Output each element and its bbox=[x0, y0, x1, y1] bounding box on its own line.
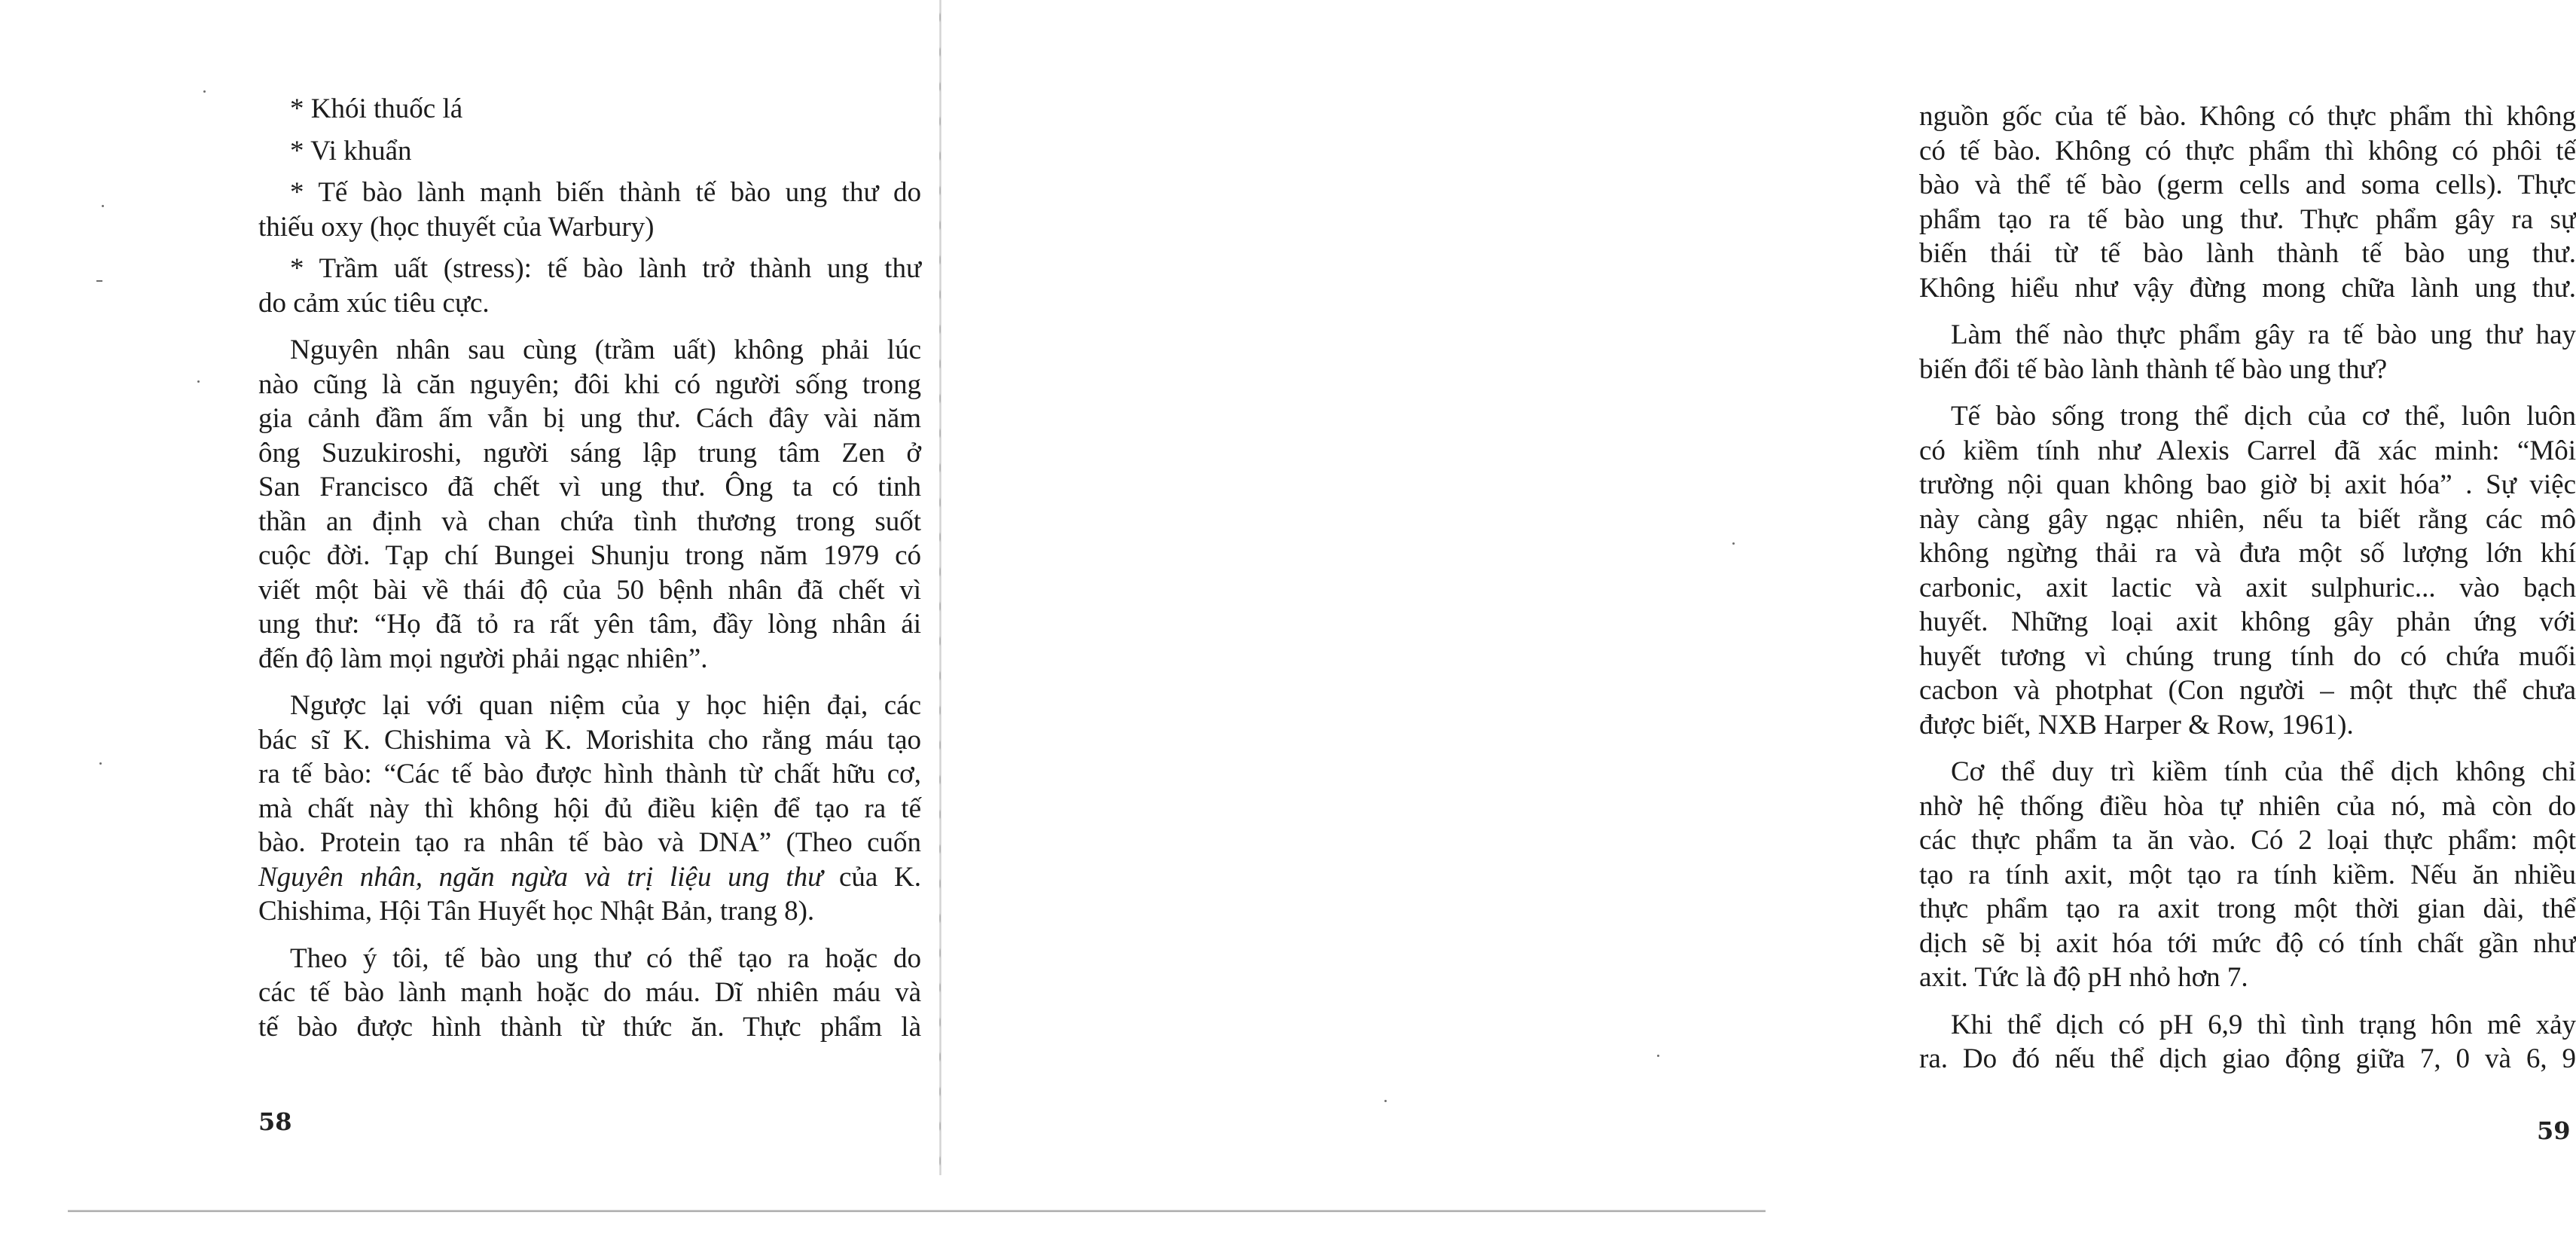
book-author-prefix: của K. bbox=[839, 861, 922, 893]
book-title: Nguyên nhân, ngăn ngừa và trị liệu ung thư bbox=[258, 861, 823, 893]
text-line: biến đổi tế bào lành thành tế bào ung thư? bbox=[1919, 353, 2388, 385]
bullet-item-stress: * Trầm uất (stress): tế bào lành trở thành ung thư bbox=[290, 253, 921, 284]
paragraph-first-line: Ngược lại với quan niệm của y học hiện đại, các bbox=[290, 690, 921, 721]
text-line: đến độ làm mọi người phải ngạc nhiên”. bbox=[258, 643, 708, 674]
text-line: biến thái từ tế bào lành thành tế bào ung thư. bbox=[1919, 238, 2576, 269]
text-line: ra. Do đó nếu thể dịch giao động giữa 7, 0 và 6, 9 bbox=[1919, 1043, 2576, 1074]
text-line: các tế bào lành mạnh hoặc do máu. Dĩ nhiên máu và bbox=[258, 977, 921, 1008]
text-line: huyết. Những loại axit không gây phản ứng với bbox=[1919, 606, 2576, 637]
scan-speck bbox=[197, 380, 200, 383]
bullet-item-smoke: * Khói thuốc lá bbox=[290, 93, 463, 124]
text-line: cacbon và photphat (Con người – một thực thể chưa bbox=[1919, 675, 2576, 706]
scan-speck bbox=[203, 90, 206, 93]
text-line: carbonic, axit lactic và axit sulphuric... vào bạch bbox=[1919, 572, 2576, 603]
text-line: viết một bài về thái độ của 50 bệnh nhân đã chết vì bbox=[258, 574, 921, 606]
text-line: Không hiểu như vậy đừng mong chữa lành ung thư. bbox=[1919, 272, 2576, 304]
scan-bottom-edge bbox=[68, 1210, 1766, 1212]
text-line: ra tế bào: “Các tế bào được hình thành từ chất hữu cơ, bbox=[258, 759, 921, 789]
right-page bbox=[942, 0, 2576, 1246]
scan-speck bbox=[1732, 542, 1735, 545]
text-line: thần an định và chan chứa tình thương trong suốt bbox=[258, 505, 921, 537]
text-line: nhờ hệ thống điều hòa tự nhiên của nó, mà còn do bbox=[1919, 790, 2576, 822]
text-line: bào và thể tế bào (germ cells and soma cells). Thực bbox=[1919, 169, 2576, 200]
text-line: tạo ra tính axit, một tạo ra tính kiềm. Nếu ăn nhiều bbox=[1919, 859, 2576, 890]
paragraph-first-line: Tế bào sống trong thể dịch của cơ thể, luôn luôn bbox=[1951, 401, 2576, 432]
text-line: nguồn gốc của tế bào. Không có thực phẩm thì không bbox=[1919, 101, 2576, 132]
scan-speck bbox=[1384, 1100, 1387, 1102]
page-number-right: 59 bbox=[2537, 1116, 2571, 1145]
text-line: dịch sẽ bị axit hóa tới mức độ có tính chất gần như bbox=[1919, 927, 2576, 959]
paragraph-first-line: Làm thế nào thực phẩm gây ra tế bào ung thư hay bbox=[1951, 319, 2576, 350]
text-line: phẩm tạo ra tế bào ung thư. Thực phẩm gây ra sự bbox=[1919, 203, 2576, 235]
text-line: ông Suzukiroshi, người sáng lập trung tâm Zen ở bbox=[258, 437, 921, 469]
text-line: Chishima, Hội Tân Huyết học Nhật Bản, trang 8). bbox=[258, 896, 815, 927]
text-line: do cảm xúc tiêu cực. bbox=[258, 287, 490, 319]
paragraph-first-line: Cơ thể duy trì kiềm tính của thể dịch không chỉ bbox=[1951, 756, 2576, 787]
scan-speck bbox=[96, 280, 102, 282]
text-line: bào. Protein tạo ra nhân tế bào và DNA” (Theo cuốn bbox=[258, 827, 921, 858]
scan-speck bbox=[99, 762, 102, 765]
page-number-left: 58 bbox=[258, 1107, 292, 1136]
text-line: trường nội quan không bao giờ bị axit hóa” . Sự việc bbox=[1919, 469, 2576, 500]
left-page-body bbox=[258, 92, 921, 1044]
paragraph-first-line: Nguyên nhân sau cùng (trầm uất) không phải lúc bbox=[290, 334, 921, 365]
paragraph-first-line: Khi thể dịch có pH 6,9 thì tình trạng hôn mê xảy bbox=[1951, 1009, 2576, 1040]
text-line: ung thư: “Họ đã tỏ ra rất yên tâm, đầy lòng nhân ái bbox=[258, 609, 921, 640]
text-line: axit. Tức là độ pH nhỏ hơn 7. bbox=[1919, 962, 2248, 993]
text-line: mà chất này thì không hội đủ điều kiện để tạo ra tế bbox=[258, 792, 921, 824]
text-line: huyết tương vì chúng trung tính do có chứa muối bbox=[1919, 640, 2576, 672]
text-line: có kiềm tính như Alexis Carrel đã xác minh: “Môi bbox=[1919, 435, 2576, 466]
text-line: tế bào được hình thành từ thức ăn. Thực phẩm là bbox=[258, 1011, 921, 1043]
text-line: không ngừng thải ra và đưa một số lượng lớn khí bbox=[1919, 538, 2576, 569]
paragraph-first-line: Theo ý tôi, tế bào ung thư có thể tạo ra hoặc do bbox=[290, 942, 921, 974]
text-line: nào cũng là căn nguyên; đôi khi có người sống trong bbox=[258, 368, 921, 400]
text-line: San Francisco đã chết vì ung thư. Ông ta có tinh bbox=[258, 472, 921, 502]
text-line: thực phẩm tạo ra axit trong một thời gian dài, thể bbox=[1919, 893, 2576, 924]
text-line: thiếu oxy (học thuyết của Warbury) bbox=[258, 211, 655, 243]
text-line: các thực phẩm ta ăn vào. Có 2 loại thực phẩm: một bbox=[1919, 825, 2576, 856]
bullet-item-bacteria: * Vi khuẩn bbox=[290, 135, 412, 166]
scan-speck bbox=[1657, 1055, 1659, 1057]
scan-speck bbox=[102, 205, 104, 207]
text-line: gia cảnh đầm ấm vẫn bị ung thư. Cách đây vài năm bbox=[258, 403, 921, 434]
text-line: bác sĩ K. Chishima và K. Morishita cho rằng máu tạo bbox=[258, 724, 921, 756]
text-line-with-book-title bbox=[258, 860, 921, 895]
bullet-item-oxygen: * Tế bào lành mạnh biến thành tế bào ung thư do bbox=[290, 177, 921, 208]
text-line: được biết, NXB Harper & Row, 1961). bbox=[1919, 709, 2354, 741]
text-line: này càng gây ngạc nhiên, nếu ta biết rằng các mô bbox=[1919, 503, 2576, 535]
text-line: cuộc đời. Tạp chí Bungei Shunju trong năm 1979 có bbox=[258, 540, 921, 571]
right-page-body bbox=[1919, 99, 2576, 1077]
text-line: có tế bào. Không có thực phẩm thì không có phôi tế bbox=[1919, 135, 2576, 166]
left-page bbox=[0, 0, 942, 1246]
